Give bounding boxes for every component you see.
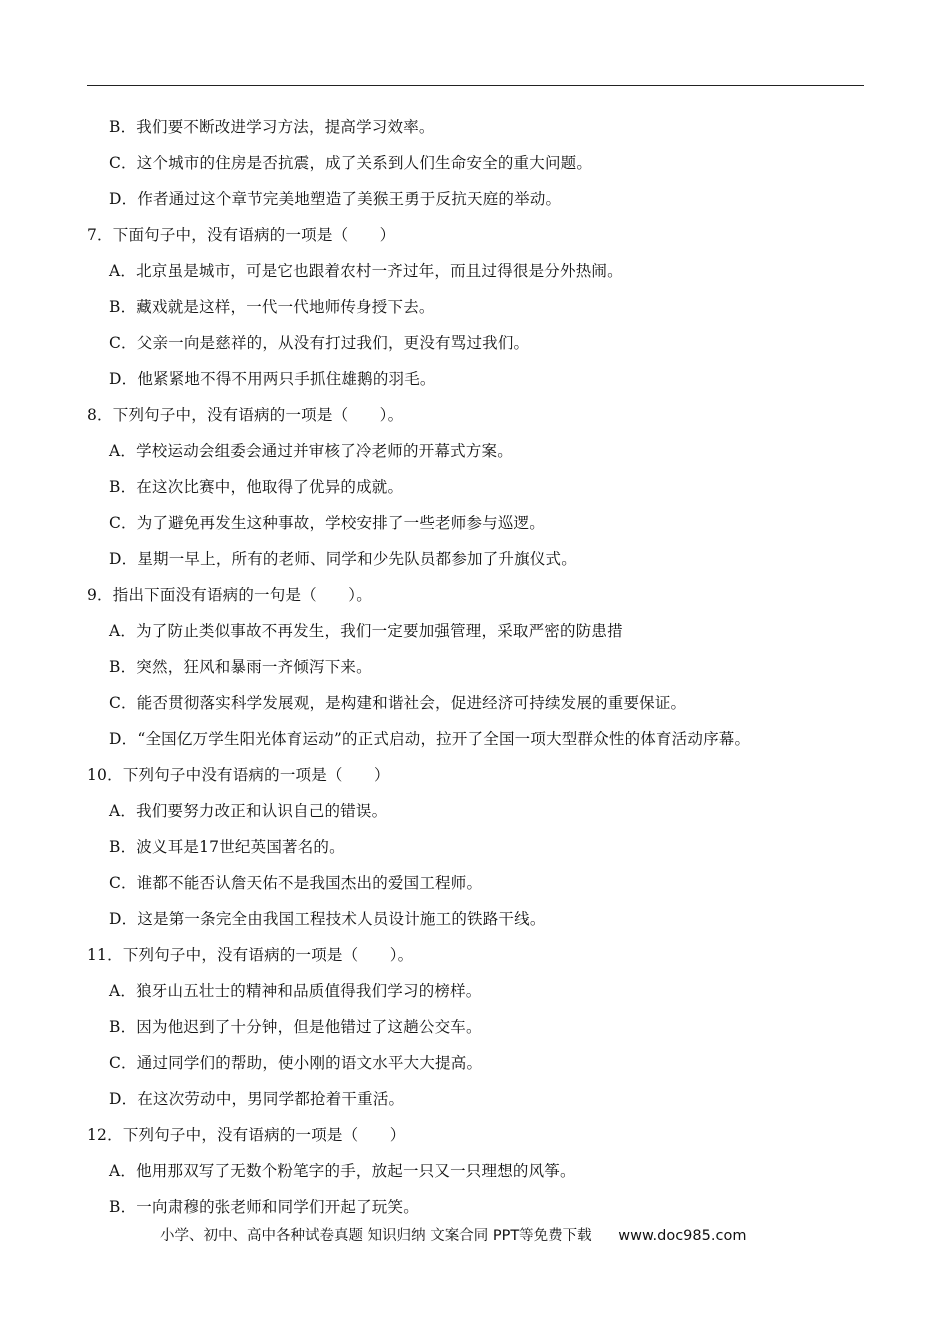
- answer-option: C．为了避免再发生这种事故，学校安排了一些老师参与巡逻。: [109, 514, 545, 532]
- answer-option: A．狼牙山五壮士的精神和品质值得我们学习的榜样。: [109, 982, 482, 1000]
- answer-option: D．这是第一条完全由我国工程技术人员设计施工的铁路干线。: [109, 910, 546, 928]
- answer-option: B．突然，狂风和暴雨一齐倾泻下来。: [109, 658, 372, 676]
- answer-option: D．“全国亿万学生阳光体育运动”的正式启动，拉开了全国一项大型群众性的体育活动序幕。: [109, 730, 751, 748]
- question-stem: 10．下列句子中没有语病的一项是（ ）: [87, 766, 390, 784]
- document-body: [87, 109, 877, 1225]
- header-rule: [87, 85, 864, 86]
- answer-option: B．我们要不断改进学习方法，提高学习效率。: [109, 118, 435, 136]
- question-stem: 12．下列句子中，没有语病的一项是（ ）: [87, 1126, 406, 1144]
- answer-option: C．这个城市的住房是否抗震，成了关系到人们生命安全的重大问题。: [109, 154, 593, 172]
- answer-option: A．北京虽是城市，可是它也跟着农村一齐过年，而且过得很是分外热闹。: [109, 262, 623, 280]
- question-stem: 9．指出下面没有语病的一句是（ ）。: [87, 586, 372, 604]
- answer-option: C．通过同学们的帮助，使小刚的语文水平大大提高。: [109, 1054, 483, 1072]
- answer-option: B．藏戏就是这样，一代一代地师传身授下去。: [109, 298, 435, 316]
- answer-option: D．星期一早上，所有的老师、同学和少先队员都参加了升旗仪式。: [109, 550, 577, 568]
- answer-option: D．在这次劳动中，男同学都抢着干重活。: [109, 1090, 405, 1108]
- answer-option: B．在这次比赛中，他取得了优异的成就。: [109, 478, 404, 496]
- answer-option: D．作者通过这个章节完美地塑造了美猴王勇于反抗天庭的举动。: [109, 190, 562, 208]
- answer-option: A．我们要努力改正和认识自己的错误。: [109, 802, 388, 820]
- question-stem: 11．下列句子中，没有语病的一项是（ ）。: [87, 946, 414, 964]
- question-stem: 7．下面句子中，没有语病的一项是（ ）: [87, 226, 396, 244]
- answer-option: C．能否贯彻落实科学发展观，是构建和谐社会，促进经济可持续发展的重要保证。: [109, 694, 687, 712]
- answer-option: C．谁都不能否认詹天佑不是我国杰出的爱国工程师。: [109, 874, 483, 892]
- page-footer: [160, 1222, 746, 1250]
- answer-option: D．他紧紧地不得不用两只手抓住雄鹅的羽毛。: [109, 370, 436, 388]
- answer-option: C．父亲一向是慈祥的，从没有打过我们，更没有骂过我们。: [109, 334, 530, 352]
- question-stem: 8．下列句子中，没有语病的一项是（ ）。: [87, 406, 404, 424]
- footer-text: 小学、初中、高中各种试卷真题 知识归纳 文案合同 PPT等免费下载: [160, 1228, 592, 1244]
- answer-option: B．波义耳是17世纪英国著名的。: [109, 838, 345, 856]
- footer-url[interactable]: www.doc985.com: [618, 1228, 747, 1244]
- answer-option: B．一向肃穆的张老师和同学们开起了玩笑。: [109, 1198, 419, 1216]
- answer-option: A．学校运动会组委会通过并审核了冷老师的开幕式方案。: [109, 442, 513, 460]
- answer-option: A．为了防止类似事故不再发生，我们一定要加强管理，采取严密的防患措: [109, 622, 623, 640]
- answer-option: B．因为他迟到了十分钟，但是他错过了这趟公交车。: [109, 1018, 482, 1036]
- answer-option: A．他用那双写了无数个粉笔字的手，放起一只又一只理想的风筝。: [109, 1162, 576, 1180]
